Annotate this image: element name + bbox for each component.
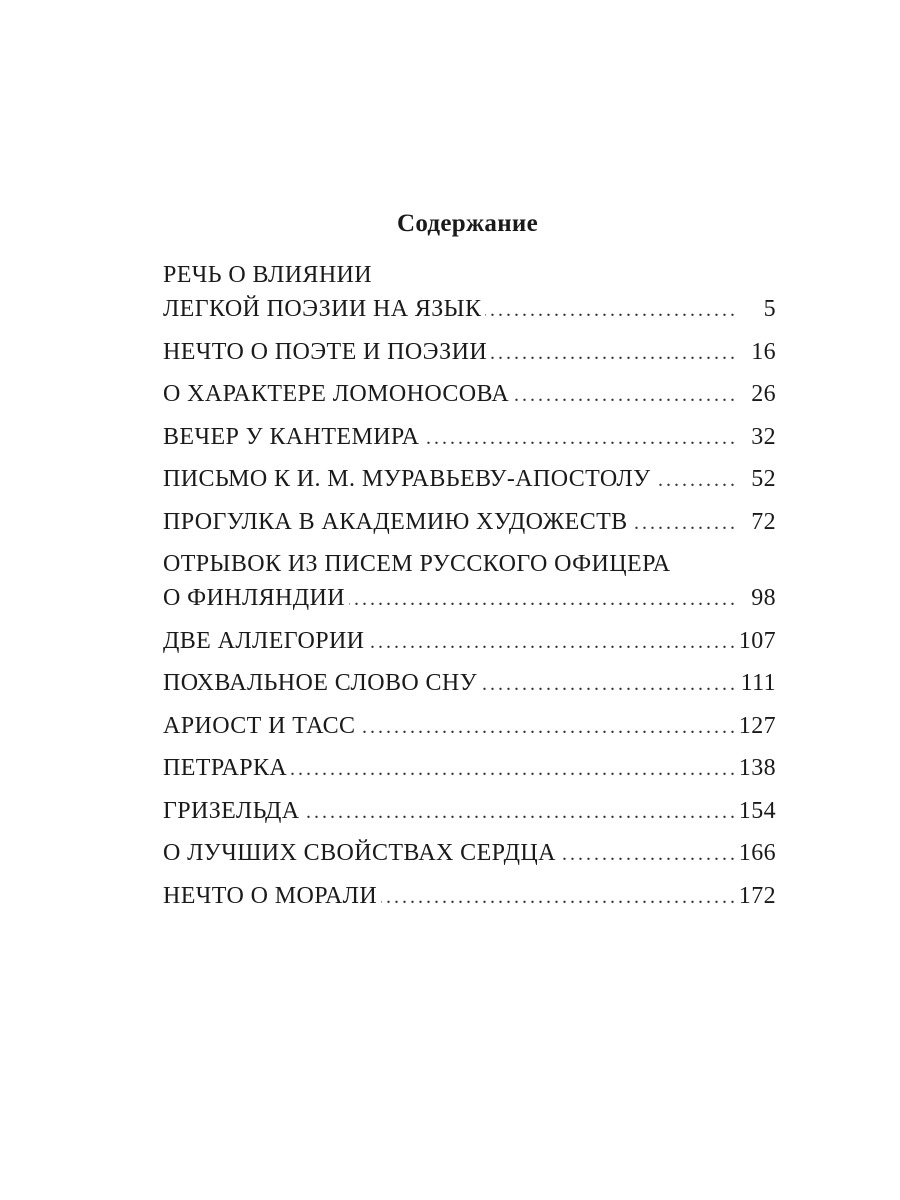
toc-entry	[163, 666, 776, 701]
toc-entry-row	[163, 836, 776, 871]
toc-entry	[163, 505, 776, 540]
toc-entry	[163, 258, 776, 327]
toc-entry	[163, 624, 776, 659]
toc-entry-title: О ЛУЧШИХ СВОЙСТВАХ СЕРДЦА	[163, 840, 556, 866]
toc-entry-page-number: 127	[738, 712, 776, 739]
dot-leader	[304, 795, 734, 829]
toc-entry-page-number: 111	[740, 670, 776, 696]
toc-entry-page-number: 26	[751, 381, 776, 407]
toc-entry-title-first-line: РЕЧЬ О ВЛИЯНИИ	[163, 262, 373, 288]
dot-leader	[368, 625, 734, 659]
dot-leader	[560, 837, 734, 871]
dot-leader	[359, 710, 734, 744]
toc-entry	[163, 420, 776, 455]
toc-entry-row	[163, 292, 776, 327]
toc-entry-page-number: 107	[738, 627, 776, 654]
toc-entry-title: ПРОГУЛКА В АКАДЕМИЮ ХУДОЖЕСТВ	[163, 508, 628, 535]
toc-entry-row	[163, 420, 776, 455]
toc-entry-row	[163, 751, 776, 786]
dot-leader	[513, 378, 734, 412]
toc-entry-page-number: 5	[763, 296, 776, 322]
toc-entry	[163, 335, 776, 370]
toc-entry-row	[163, 624, 776, 659]
toc-entry-title: НЕЧТО О ПОЭТЕ И ПОЭЗИИ	[163, 338, 488, 365]
dot-leader	[423, 421, 734, 455]
toc-entry	[163, 377, 776, 412]
dot-leader	[491, 336, 734, 370]
toc-entry-row	[163, 879, 776, 914]
toc-entry-title: НЕЧТО О МОРАЛИ	[163, 882, 378, 909]
dot-leader	[291, 752, 734, 786]
toc-entry	[163, 794, 776, 829]
toc-entry-page-number: 52	[751, 466, 776, 492]
toc-entry-row	[163, 666, 776, 701]
toc-entry-page-number: 138	[738, 755, 776, 781]
dot-leader	[349, 582, 734, 616]
toc-entry-page-number: 98	[751, 585, 776, 611]
toc-entry-row	[163, 794, 776, 829]
toc-entry-title: О ХАРАКТЕРЕ ЛОМОНОСОВА	[163, 381, 510, 407]
toc-entry-page-number: 72	[751, 508, 776, 535]
toc-entry-title: ПОХВАЛЬНОЕ СЛОВО СНУ	[163, 670, 478, 696]
toc-entry-row	[163, 505, 776, 540]
toc-entry-page-number: 16	[751, 338, 776, 365]
toc-entry-title: О ФИНЛЯНДИИ	[163, 585, 346, 611]
toc-entry	[163, 709, 776, 744]
toc-heading: Содержание	[396, 210, 538, 237]
dot-leader	[485, 293, 734, 327]
dot-leader	[381, 880, 734, 914]
toc-entry-title: ДВЕ АЛЛЕГОРИИ	[163, 627, 365, 654]
toc-entry	[163, 879, 776, 914]
dot-leader	[655, 463, 734, 497]
toc-entry	[163, 751, 776, 786]
toc-entry-title-first-line: ОТРЫВОК ИЗ ПИСЕМ РУССКОГО ОФИЦЕРА	[163, 551, 671, 577]
dot-leader	[632, 506, 734, 540]
table-of-contents	[163, 258, 776, 921]
toc-entry-page-number: 172	[738, 882, 776, 909]
toc-entry-title: ВЕЧЕР У КАНТЕМИРА	[163, 423, 420, 450]
toc-entry-row	[163, 377, 776, 412]
toc-entry-page-number: 32	[751, 423, 776, 450]
toc-entry-title: ПИСЬМО К И. М. МУРАВЬЕВУ-АПОСТОЛУ	[163, 466, 651, 492]
toc-entry-row	[163, 335, 776, 370]
toc-entry	[163, 836, 776, 871]
toc-entry	[163, 547, 776, 616]
toc-entry-title: ГРИЗЕЛЬДА	[163, 797, 300, 824]
toc-entry	[163, 462, 776, 497]
toc-entry-row	[163, 709, 776, 744]
toc-entry-title: ПЕТРАРКА	[163, 755, 288, 781]
toc-entry-title: АРИОСТ И ТАСС	[163, 712, 356, 739]
toc-entry-row	[163, 462, 776, 497]
dot-leader	[481, 667, 734, 701]
toc-entry-row	[163, 581, 776, 616]
toc-entry-page-number: 154	[738, 797, 776, 824]
toc-entry-page-number: 166	[738, 840, 776, 866]
toc-entry-title: ЛЕГКОЙ ПОЭЗИИ НА ЯЗЫК	[163, 296, 482, 322]
